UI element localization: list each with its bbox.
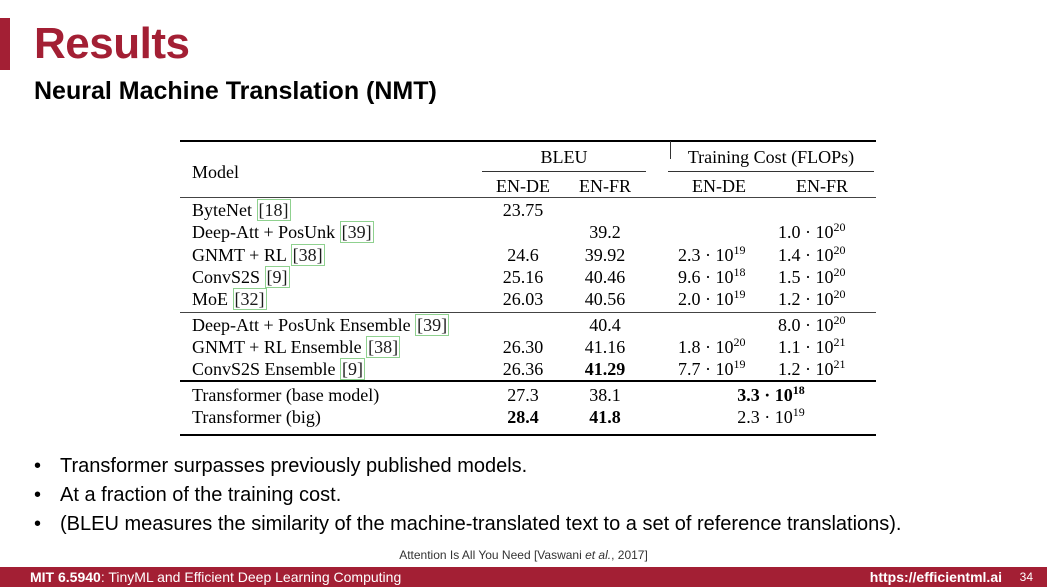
- table-cell-cost-de: $1.8 \cdot 10^{20}$: [678, 335, 746, 357]
- table-cell-model: ConvS2S Ensemble [9]: [192, 359, 364, 379]
- table-cell-cost-fr: $1.5 \cdot 10^{20}$: [778, 265, 846, 287]
- header-bleu-group: BLEU: [540, 147, 588, 167]
- table-cell-model: GNMT + RL [38]: [192, 245, 323, 265]
- citation-link[interactable]: [9]: [266, 267, 288, 287]
- page-number: 34: [1019, 570, 1033, 584]
- transformer-rule: [180, 380, 876, 382]
- slide-subtitle: Neural Machine Translation (NMT): [34, 77, 437, 105]
- header-bleu-en-de: EN-DE: [496, 176, 550, 196]
- citation-link[interactable]: [38]: [292, 245, 323, 265]
- header-cost-en-fr: EN-FR: [795, 176, 848, 196]
- table-cell-bleu-de: 25.16: [502, 267, 544, 287]
- title-accent-bar: [0, 18, 10, 70]
- table-cell-bleu-de: 28.4: [507, 407, 539, 427]
- table-cell-model: Transformer (base model): [192, 385, 380, 405]
- table-cell-bleu-fr: 41.29: [584, 359, 626, 379]
- table-cell-cost-fr: $1.0 \cdot 10^{20}$: [778, 220, 846, 242]
- citation-link[interactable]: [9]: [342, 359, 364, 379]
- table-cell-bleu-fr: 39.2: [589, 222, 621, 242]
- table-cell-cost-fr: $8.0 \cdot 10^{20}$: [778, 313, 846, 335]
- header-bottom-rule: [180, 197, 876, 198]
- table-cell-cost-fr: $1.2 \cdot 10^{21}$: [778, 357, 846, 379]
- table-cell-bleu-fr: 41.16: [584, 337, 626, 357]
- slide-title: Results: [34, 19, 190, 68]
- header-cost-en-de: EN-DE: [692, 176, 746, 196]
- paper-citation: Attention Is All You Need [Vaswani et al., 2017]: [399, 548, 648, 562]
- bullet-list: [34, 452, 901, 539]
- table-cell-bleu-de: 26.03: [502, 289, 544, 309]
- bullet-icon: •: [34, 455, 42, 477]
- table-cell-cost-fr: $1.2 \cdot 10^{20}$: [778, 287, 846, 309]
- table-cell-cost-de: $2.3 \cdot 10^{19}$: [678, 243, 746, 265]
- table-cell-cost-de: $7.7 \cdot 10^{19}$: [678, 357, 746, 379]
- table-cell-model: Deep-Att + PosUnk [39]: [192, 222, 372, 242]
- table-cell-model: Transformer (big): [192, 407, 321, 427]
- citation-link[interactable]: [18]: [258, 200, 289, 220]
- citation-link[interactable]: [39]: [341, 222, 372, 242]
- table-cell-cost-fr: $1.4 \cdot 10^{20}$: [778, 243, 846, 265]
- table-cell-bleu-fr: 39.92: [584, 245, 626, 265]
- list-item: [34, 452, 901, 481]
- cost-group-rule: [668, 171, 874, 172]
- footer-url-link[interactable]: https://efficientml.ai: [869, 569, 1002, 585]
- table-cell-bleu-de: 26.30: [502, 337, 544, 357]
- table-cell-bleu-fr: 38.1: [589, 385, 621, 405]
- footer-bar: [0, 567, 1047, 587]
- header-cost-group: Training Cost (FLOPs): [687, 147, 855, 167]
- citation-link[interactable]: [38]: [368, 337, 399, 357]
- table-cell-model: Deep-Att + PosUnk Ensemble [39]: [192, 315, 448, 335]
- bullet-icon: •: [34, 513, 42, 535]
- table-cell-cost-de: $9.6 \cdot 10^{18}$: [678, 265, 746, 287]
- list-item: [34, 510, 901, 539]
- bullet-text: (BLEU measures the similarity of the machine-translated text to a set of reference translations).: [60, 513, 902, 535]
- citation-link[interactable]: [39]: [417, 315, 448, 335]
- bullet-text: At a fraction of the training cost.: [60, 484, 342, 506]
- table-cell-bleu-de: 24.6: [507, 245, 539, 265]
- table-cell-model: GNMT + RL Ensemble [38]: [192, 337, 399, 357]
- table-cell-bleu-de: 27.3: [507, 385, 539, 405]
- table-cell-bleu-fr: 40.56: [584, 289, 626, 309]
- table-cell-cost-de: $2.0 \cdot 10^{19}$: [678, 287, 746, 309]
- bleu-group-rule: [482, 171, 646, 172]
- table-cell-cost-fr: $1.1 \cdot 10^{21}$: [778, 335, 846, 357]
- table-top-rule: [180, 140, 876, 142]
- bullet-text: Transformer surpasses previously published models.: [60, 455, 528, 477]
- header-model: Model: [192, 162, 239, 182]
- footer-course: MIT 6.5940: TinyML and Efficient Deep Learning Computing: [30, 569, 402, 585]
- list-item: [34, 481, 901, 510]
- table-cell-bleu-de: 26.36: [502, 359, 544, 379]
- table-cell-model: ByteNet [18]: [192, 200, 289, 220]
- header-bleu-en-fr: EN-FR: [578, 176, 631, 196]
- single-ensemble-rule: [180, 312, 876, 313]
- table-cell-bleu-de: 23.75: [502, 200, 544, 220]
- table-cell-bleu-fr: 41.8: [589, 407, 621, 427]
- table-cell-model: MoE [32]: [192, 289, 265, 309]
- table-cell-model: ConvS2S [9]: [192, 267, 288, 287]
- citation-link[interactable]: [32]: [234, 289, 265, 309]
- table-cell-cost-merged: $3.3 \cdot 10^{18}$: [737, 383, 805, 405]
- table-cell-bleu-fr: 40.46: [584, 267, 626, 287]
- table-cell-cost-merged: $2.3 \cdot 10^{19}$: [737, 405, 805, 427]
- results-table: [180, 137, 876, 437]
- bullet-icon: •: [34, 484, 42, 506]
- table-cell-bleu-fr: 40.4: [589, 315, 621, 335]
- table-bottom-rule: [180, 434, 876, 436]
